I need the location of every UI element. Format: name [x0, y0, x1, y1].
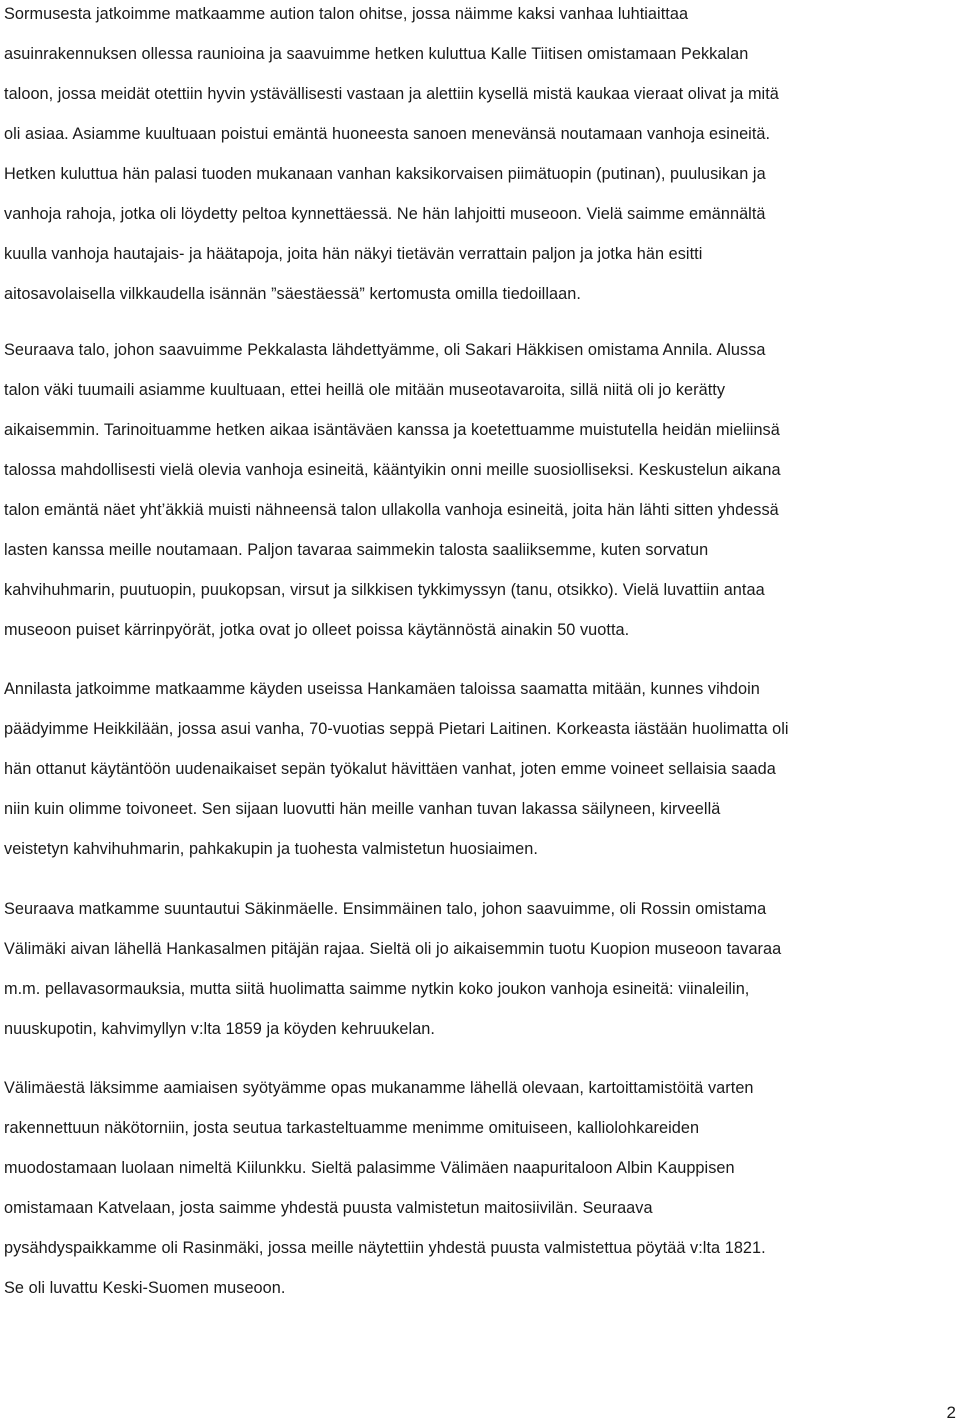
paragraph-valimaki — [4, 1068, 766, 1308]
text-line: pysähdyspaikkamme oli Rasinmäki, jossa meille näytettiin yhdestä puusta valmistettua pöytää v:lta 1821. — [4, 1239, 766, 1257]
text-line: Välimäki aivan lähellä Hankasalmen pitäjän rajaa. Sieltä oli jo aikaisemmin tuotu Kuopion museoon tavaraa — [4, 940, 782, 958]
text-line: lasten kanssa meille noutamaan. Paljon tavaraa saimmekin talosta saaliiksemme, kuten sorvatun — [4, 541, 709, 559]
text-line: aitosavolaisella vilkkaudella isännän ”säestäessä” kertomusta omilla tiedoillaan. — [4, 285, 581, 303]
text-line: asuinrakennuksen ollessa raunioina ja saavuimme hetken kuluttua Kalle Tiitisen omistamaan Pekkalan — [4, 45, 749, 63]
text-line: Hetken kuluttua hän palasi tuoden mukanaan vanhan kaksikorvaisen piimätuopin (putinan), puulusikan ja — [4, 165, 766, 183]
text-line: vanhoja rahoja, jotka oli löydetty peltoa kynnettäessä. Ne hän lahjoitti museoon. Vielä saimme emännältä — [4, 205, 766, 223]
text-line: nuuskupotin, kahvimyllyn v:lta 1859 ja köyden kehruukelan. — [4, 1020, 435, 1038]
text-line: m.m. pellavasormauksia, mutta siitä huolimatta saimme nytkin koko joukon vanhoja esineitä: viinaleilin, — [4, 980, 750, 998]
text-line: taloon, jossa meidät otettiin hyvin ystävällisesti vastaan ja alettiin kysellä mistä kaukaa vieraat olivat ja mitä — [4, 85, 779, 103]
paragraph-annila — [4, 330, 781, 650]
text-line: museoon puiset kärrinpyörät, jotka ovat jo olleet poissa käytännöstä ainakin 50 vuotta. — [4, 621, 630, 639]
text-line: Seuraava talo, johon saavuimme Pekkalasta lähdettyämme, oli Sakari Häkkisen omistama Annila. Alussa — [4, 341, 766, 359]
text-line: rakennettuun näkötorniin, josta seutua tarkasteltuamme menimme omituiseen, kalliolohkareiden — [4, 1119, 700, 1137]
text-line: niin kuin olimme toivoneet. Sen sijaan luovutti hän meille vanhan tuvan lakassa säilyneen, kirveellä — [4, 800, 721, 818]
text-line: hän ottanut käytäntöön uudenaikaiset sepän työkalut hävittäen vanhat, joten emme voineet sellaisia saada — [4, 760, 776, 778]
text-line: Annilasta jatkoimme matkaamme käyden useissa Hankamäen taloissa saamatta mitään, kunnes vihdoin — [4, 680, 760, 698]
paragraph-pekkala — [4, 0, 779, 314]
text-line: Seuraava matkamme suuntautui Säkinmäelle. Ensimmäinen talo, johon saavuimme, oli Rossin omistama — [4, 900, 767, 918]
paragraph-heikkila — [4, 669, 789, 869]
text-line: päädyimme Heikkilään, jossa asui vanha, 70-vuotias seppä Pietari Laitinen. Korkeasta iästään huolimatta oli — [4, 720, 789, 738]
text-line: oli asiaa. Asiamme kuultuaan poistui emäntä huoneesta sanoen menevänsä noutamaan vanhoja esineitä. — [4, 125, 771, 143]
text-line: kuulla vanhoja hautajais- ja häätapoja, joita hän näkyi tietävän verrattain paljon ja jotka hän esitti — [4, 245, 703, 263]
text-line: talon emäntä näet yht’äkkiä muisti nähneensä talon ullakolla vanhoja esineitä, joita hän lähti sitten yhdessä — [4, 501, 779, 519]
paragraph-sakinmaki — [4, 889, 781, 1049]
text-line: Sormusesta jatkoimme matkaamme aution talon ohitse, jossa näimme kaksi vanhaa luhtiaittaa — [4, 5, 689, 23]
text-line: aikaisemmin. Tarinoituamme hetken aikaa isäntäväen kanssa ja koetettuamme muistutella heidän mieliinsä — [4, 421, 780, 439]
text-line: Välimäestä läksimme aamiaisen syötyämme opas mukanamme lähellä olevaan, kartoittamistöitä varten — [4, 1079, 754, 1097]
text-line: kahvihuhmarin, puutuopin, puukopsan, virsut ja silkkisen tykkimyssyn (tanu, otsikko). Vielä luvattiin antaa — [4, 581, 765, 599]
text-line: veistetyn kahvihuhmarin, pahkakupin ja tuohesta valmistetun huosiaimen. — [4, 840, 538, 858]
text-line: talon väki tuumaili asiamme kuultuaan, ettei heillä ole mitään museotavaroita, sillä niitä oli jo kerätty — [4, 381, 726, 399]
text-line: talossa mahdollisesti vielä olevia vanhoja esineitä, kääntyikin onni meille suosiolliseksi. Keskustelun aikana — [4, 461, 781, 479]
text-line: omistamaan Katvelaan, josta saimme yhdestä puusta valmistetun maitosiivilän. Seuraava — [4, 1199, 653, 1217]
page-number: 2 — [946, 1403, 956, 1422]
text-line: muodostamaan luolaan nimeltä Kiilunkku. Sieltä palasimme Välimäen naapuritaloon Albin Kauppisen — [4, 1159, 735, 1177]
text-line: Se oli luvattu Keski-Suomen museoon. — [4, 1279, 286, 1297]
